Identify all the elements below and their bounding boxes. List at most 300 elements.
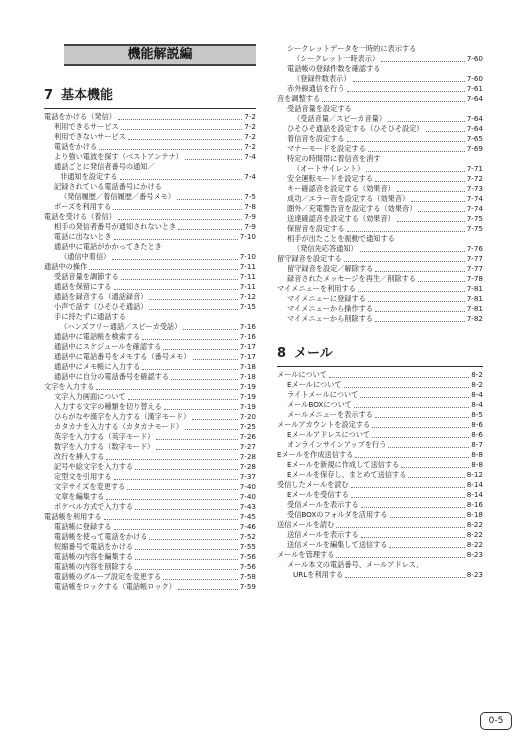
toc-page-ref: 7-8 <box>244 202 256 211</box>
toc-entry-line[interactable]: 記録されている電話番号にかける <box>54 182 162 191</box>
dot-leader <box>178 229 242 230</box>
chapter-title: メール <box>294 346 333 361</box>
toc-entry-title: より強い電波を探す（ベストアンテナ） <box>54 152 183 161</box>
dot-leader <box>388 121 465 122</box>
toc-entry[interactable] <box>44 472 256 482</box>
toc-entry[interactable] <box>277 114 483 124</box>
toc-page-ref: 7-2 <box>244 142 256 151</box>
toc-page-ref: 7-20 <box>239 412 256 421</box>
toc-entry[interactable] <box>277 510 483 520</box>
toc-entry-title: Eメールを作成送信する <box>277 450 354 459</box>
toc-page-ref: 8-8 <box>471 460 483 469</box>
toc-entry-title: マナーモードを設定する <box>287 144 366 153</box>
toc-page-ref: 7-55 <box>239 542 256 551</box>
toc-section-entry[interactable] <box>44 382 256 392</box>
toc-list-chapter7-continued <box>277 44 483 324</box>
toc-entry-line[interactable]: 電話帳の登録件数を確認する <box>287 64 381 73</box>
toc-entry[interactable] <box>44 202 256 212</box>
toc-page-ref: 7-9 <box>244 212 256 221</box>
dot-leader <box>344 261 465 262</box>
toc-entry[interactable] <box>277 84 483 94</box>
toc-entry[interactable] <box>277 294 483 304</box>
toc-entry[interactable] <box>44 252 256 262</box>
toc-entry-title: 電話をかける <box>54 142 98 151</box>
toc-page-ref: 8-22 <box>466 540 483 549</box>
dot-leader <box>114 289 238 290</box>
dot-leader <box>372 427 469 428</box>
toc-entry[interactable] <box>277 214 483 224</box>
toc-page-ref: 8-16 <box>466 500 483 509</box>
chapter-heading-8 <box>277 346 483 367</box>
toc-entry[interactable] <box>44 562 256 572</box>
toc-entry-title: Eメールについて <box>287 380 342 389</box>
toc-entry[interactable] <box>44 332 256 342</box>
toc-section-entry[interactable] <box>277 450 483 460</box>
toc-entry-title: 送信メールを読む <box>277 520 335 529</box>
dot-leader <box>120 179 243 180</box>
dot-leader <box>193 359 238 360</box>
toc-page-ref: 7-64 <box>466 114 483 123</box>
toc-page-ref: 8-7 <box>471 440 483 449</box>
toc-entry-line[interactable]: 受話音量を設定する <box>287 104 352 113</box>
toc-entry-title: 記号や絵文字を入力する <box>54 462 134 471</box>
dot-leader <box>411 201 464 202</box>
toc-entry-line[interactable]: メール本文の電話番号、メールアドレス、 <box>287 560 424 569</box>
toc-entry-title: 利用できないサービス <box>54 132 126 141</box>
toc-entry-title: 着信音を設定する <box>287 134 345 143</box>
toc-entry[interactable] <box>44 322 256 332</box>
dot-leader <box>135 549 238 550</box>
toc-page-ref: 8-6 <box>471 430 483 439</box>
toc-entry-title: ポーズを利用する <box>54 202 112 211</box>
toc-entry-line[interactable]: 通話ごとに発信者番号の通知／ <box>54 162 155 171</box>
toc-page-ref: 7-37 <box>239 472 256 481</box>
dot-leader <box>164 409 238 410</box>
toc-entry-title: 留守録音を設定／解除する <box>287 264 374 273</box>
toc-entry-title: 相手の発信者番号が通知されないとき <box>54 222 177 231</box>
toc-entry[interactable] <box>277 204 483 214</box>
dot-leader <box>347 91 465 92</box>
dot-leader <box>114 479 238 480</box>
toc-entry-title: 電話帳に登録する <box>54 522 112 531</box>
toc-entry[interactable] <box>44 342 256 352</box>
toc-entry-title: 電話帳の内容を削除する <box>54 562 134 571</box>
toc-page-ref: 7-77 <box>466 254 483 263</box>
toc-entry[interactable] <box>44 402 256 412</box>
toc-entry[interactable] <box>44 532 256 542</box>
toc-page-ref: 7-10 <box>239 232 256 241</box>
dot-leader <box>347 231 465 232</box>
toc-page-ref: 7-4 <box>244 152 256 161</box>
toc-entry-title: 送信メールを編集して送信する <box>287 540 388 549</box>
chapter-heading-7 <box>44 88 256 109</box>
toc-entry[interactable] <box>277 440 483 450</box>
toc-entry[interactable] <box>277 314 483 324</box>
toc-page-ref: 8-12 <box>466 470 483 479</box>
dot-leader <box>375 311 465 312</box>
toc-page-ref: 7-18 <box>239 362 256 371</box>
toc-entry[interactable] <box>277 224 483 234</box>
toc-entry[interactable] <box>277 490 483 500</box>
toc-entry-title: 利用できるサービス <box>54 122 119 131</box>
toc-page-ref: 7-59 <box>239 582 256 591</box>
dot-leader <box>183 329 237 330</box>
toc-page-ref: 7-16 <box>239 322 256 331</box>
dot-leader <box>149 309 237 310</box>
toc-page-ref: 7-18 <box>239 372 256 381</box>
dot-leader <box>118 119 242 120</box>
toc-page-ref: 7-28 <box>239 462 256 471</box>
toc-page-ref: 7-27 <box>239 442 256 451</box>
dot-leader <box>121 129 243 130</box>
dot-leader <box>336 557 464 558</box>
section-banner: 機能解説編 <box>64 44 256 66</box>
dot-leader <box>121 279 238 280</box>
toc-entry-title: 文字入力画面について <box>54 392 126 401</box>
toc-page-ref: 8-22 <box>466 520 483 529</box>
toc-page-ref: 7-17 <box>239 342 256 351</box>
dot-leader <box>381 61 465 62</box>
dot-leader <box>114 529 238 530</box>
dot-leader <box>360 251 465 252</box>
toc-entry-line[interactable]: 相手が出たことを振動で通知する <box>287 234 395 243</box>
toc-page-ref: 7-11 <box>239 282 256 291</box>
dot-leader <box>156 439 237 440</box>
toc-entry[interactable] <box>277 54 483 64</box>
toc-section-entry[interactable] <box>277 550 483 560</box>
toc-entry-title: マイメニューを利用する <box>277 284 356 293</box>
toc-page-ref: 7-5 <box>244 192 256 201</box>
dot-leader <box>390 517 465 518</box>
toc-section-entry[interactable] <box>44 512 256 522</box>
toc-section-entry[interactable] <box>44 262 256 272</box>
toc-entry[interactable] <box>44 282 256 292</box>
dot-leader <box>361 507 465 508</box>
toc-entry-title: カタカナを入力する（カタカナモード） <box>54 422 184 431</box>
toc-entry[interactable] <box>44 302 256 312</box>
dot-leader <box>372 437 469 438</box>
toc-page-ref: 7-2 <box>244 122 256 131</box>
dot-leader <box>113 209 242 210</box>
toc-entry[interactable] <box>277 470 483 480</box>
dot-leader <box>106 459 237 460</box>
page-number: 0-5 <box>480 712 512 730</box>
toc-entry[interactable] <box>44 542 256 552</box>
toc-entry[interactable] <box>277 390 483 400</box>
toc-entry-title: 通話を保留にする <box>54 282 112 291</box>
toc-page-ref: 7-15 <box>239 302 256 311</box>
toc-entry-title: 受話音量を調節する <box>54 272 119 281</box>
toc-page-ref: 7-9 <box>244 222 256 231</box>
toc-entry-line[interactable]: 手に持たずに通話する <box>54 312 126 321</box>
toc-entry-title: 電話をかける（発信） <box>44 112 116 121</box>
toc-entry[interactable] <box>44 152 256 162</box>
toc-entry-title: 電話に出ないとき <box>54 232 112 241</box>
dot-leader <box>112 259 237 260</box>
toc-entry[interactable] <box>44 222 256 232</box>
toc-page-ref: 7-74 <box>466 194 483 203</box>
dot-leader <box>351 497 465 498</box>
toc-entry-title: 電話を受ける（着信） <box>44 212 116 221</box>
toc-page-ref: 7-60 <box>466 54 483 63</box>
toc-entry[interactable] <box>277 184 483 194</box>
toc-entry-title: 留守録音を設定する <box>277 254 342 263</box>
toc-entry[interactable] <box>277 530 483 540</box>
toc-entry-title: Eメールを保存し、まとめて送信する <box>287 470 407 479</box>
toc-page-ref: 7-19 <box>239 392 256 401</box>
toc-entry[interactable] <box>44 432 256 442</box>
toc-entry-title: 通話中の操作 <box>44 262 88 271</box>
toc-entry[interactable] <box>44 192 256 202</box>
toc-entry-title: 保留音を設定する <box>287 224 345 233</box>
toc-page-ref: 7-82 <box>466 314 483 323</box>
toc-entry-title: 通話中にメモ帳に入力する <box>54 362 141 371</box>
dot-leader <box>368 151 465 152</box>
toc-entry[interactable] <box>44 552 256 562</box>
toc-entry-title: キー確認音を設定する（効果音） <box>287 184 395 193</box>
toc-entry[interactable] <box>277 174 483 184</box>
toc-entry[interactable] <box>44 132 256 142</box>
toc-entry[interactable] <box>277 410 483 420</box>
dot-leader <box>397 221 465 222</box>
toc-entry[interactable] <box>277 164 483 174</box>
dot-leader <box>149 299 237 300</box>
dot-leader <box>375 181 465 182</box>
toc-page-ref: 8-14 <box>466 490 483 499</box>
dot-leader <box>388 447 469 448</box>
toc-page-ref: 7-72 <box>466 174 483 183</box>
toc-entry-title: 短縮番号で電話をかける <box>54 542 134 551</box>
toc-entry-title: 成功／エラー音を設定する（効果音） <box>287 194 410 203</box>
toc-entry[interactable] <box>44 452 256 462</box>
toc-entry-title: 送達確認音を設定する（効果音） <box>287 214 395 223</box>
toc-section-entry[interactable] <box>277 94 483 104</box>
toc-entry[interactable] <box>277 74 483 84</box>
dot-leader <box>344 387 470 388</box>
dot-leader <box>366 171 464 172</box>
toc-page-ref: 7-78 <box>466 274 483 283</box>
dot-leader <box>355 457 469 458</box>
toc-entry-title: 通話中にスケジュールを確認する <box>54 342 162 351</box>
dot-leader <box>163 579 237 580</box>
toc-section-entry[interactable] <box>277 520 483 530</box>
toc-entry-title: 電話帳をロックする（電話帳ロック） <box>54 582 176 591</box>
dot-leader <box>156 449 237 450</box>
toc-entry[interactable] <box>277 244 483 254</box>
toc-entry-title: マイメニューから削除する <box>287 314 374 323</box>
toc-entry-title: ポケベル方式で入力する <box>54 502 134 511</box>
toc-page-ref: 7-69 <box>466 144 483 153</box>
chapter-number: 8 <box>277 346 287 361</box>
dot-leader <box>114 239 238 240</box>
chapter-number: 7 <box>44 88 54 103</box>
toc-entry[interactable] <box>44 172 256 182</box>
dot-leader <box>345 577 464 578</box>
toc-page-ref: 7-74 <box>466 204 483 213</box>
toc-entry[interactable] <box>44 142 256 152</box>
dot-leader <box>135 469 238 470</box>
toc-section-entry[interactable] <box>277 254 483 264</box>
toc-entry[interactable] <box>277 144 483 154</box>
toc-entry-title: 文字を入力する <box>44 382 95 391</box>
toc-page-ref: 7-56 <box>239 562 256 571</box>
toc-entry[interactable] <box>44 122 256 132</box>
toc-entry[interactable] <box>44 502 256 512</box>
toc-page-ref: 7-17 <box>239 352 256 361</box>
dot-leader <box>177 199 242 200</box>
dot-leader <box>185 159 242 160</box>
toc-entry[interactable] <box>277 500 483 510</box>
toc-page-ref: 7-46 <box>239 522 256 531</box>
toc-entry[interactable] <box>44 462 256 472</box>
toc-entry-title: Eメールを新規に作成して送信する <box>287 460 400 469</box>
toc-entry-title: 送信メールを表示する <box>287 530 359 539</box>
toc-entry-title: メールを管理する <box>277 550 335 559</box>
toc-page-ref: 7-19 <box>239 402 256 411</box>
toc-section-entry[interactable] <box>277 480 483 490</box>
dot-leader <box>360 397 469 398</box>
dot-leader <box>89 269 238 270</box>
dot-leader <box>192 419 237 420</box>
toc-page-ref: 7-19 <box>239 382 256 391</box>
toc-right-column <box>277 44 483 580</box>
toc-section-entry[interactable] <box>277 284 483 294</box>
toc-entry[interactable] <box>44 412 256 422</box>
toc-entry-title: 録音されたメッセージを再生／削除する <box>287 274 416 283</box>
toc-page-ref: 7-77 <box>466 264 483 273</box>
toc-entry-title: 定型文を引用する <box>54 472 112 481</box>
dot-leader <box>375 417 469 418</box>
toc-entry-title: 英字を入力する（英字モード） <box>54 432 155 441</box>
toc-page-ref: 7-40 <box>239 492 256 501</box>
toc-entry-title: （登録件数表示） <box>293 74 351 83</box>
dot-leader <box>104 519 238 520</box>
toc-entry[interactable] <box>44 422 256 432</box>
toc-entry-title: （シークレット一時表示） <box>293 54 380 63</box>
dot-leader <box>354 407 469 408</box>
toc-entry-title: （発信履歴／着信履歴／番号メモ） <box>60 192 176 201</box>
toc-page-ref: 8-5 <box>471 410 483 419</box>
toc-entry[interactable] <box>277 134 483 144</box>
toc-section-entry[interactable] <box>277 370 483 380</box>
toc-page-ref: 8-22 <box>466 530 483 539</box>
toc-page-ref: 7-43 <box>239 502 256 511</box>
toc-page-ref: 7-58 <box>239 572 256 581</box>
dot-leader <box>185 429 238 430</box>
toc-entry[interactable] <box>44 232 256 242</box>
toc-entry-title: 通話中に電話番号をメモする（番号メモ） <box>54 352 191 361</box>
toc-entry[interactable] <box>277 460 483 470</box>
toc-entry-title: メールについて <box>277 370 328 379</box>
dot-leader <box>178 589 238 590</box>
toc-entry[interactable] <box>44 272 256 282</box>
toc-entry[interactable] <box>277 264 483 274</box>
toc-entry[interactable] <box>277 540 483 550</box>
toc-entry-line[interactable]: 特定の時間帯に着信音を消す <box>287 154 381 163</box>
toc-entry[interactable] <box>44 522 256 532</box>
toc-page-ref: 7-52 <box>239 532 256 541</box>
toc-entry[interactable] <box>277 124 483 134</box>
toc-entry-line[interactable]: 通話中に電話がかかってきたとき <box>54 242 162 251</box>
toc-page-ref: 7-75 <box>466 224 483 233</box>
toc-entry-title: （ハンズフリー通話／スピーカ受話） <box>60 322 182 331</box>
toc-page-ref: 7-81 <box>466 284 483 293</box>
toc-page-ref: 7-12 <box>239 292 256 301</box>
dot-leader <box>127 489 237 490</box>
toc-page-ref: 7-2 <box>244 112 256 121</box>
toc-entry[interactable] <box>44 582 256 592</box>
toc-page-ref: 7-11 <box>239 262 256 271</box>
dot-leader <box>336 527 464 528</box>
dot-leader <box>128 399 238 400</box>
toc-entry[interactable] <box>277 274 483 284</box>
toc-page-ref: 8-14 <box>466 480 483 489</box>
dot-leader <box>347 141 465 142</box>
toc-entry-title: 安全運転モードを設定する <box>287 174 373 183</box>
toc-entry-title: 通話中に自分の電話番号を確認する <box>54 372 170 381</box>
toc-entry[interactable] <box>277 430 483 440</box>
toc-entry[interactable] <box>44 482 256 492</box>
dot-leader <box>418 281 465 282</box>
toc-page-ref: 7-45 <box>239 512 256 521</box>
toc-page-ref: 7-25 <box>239 422 256 431</box>
toc-entry[interactable] <box>44 392 256 402</box>
toc-entry-title: メールBOXについて <box>287 400 352 409</box>
toc-section-entry[interactable] <box>277 420 483 430</box>
toc-entry-title: 電話帳を利用する <box>44 512 102 521</box>
toc-entry[interactable] <box>44 372 256 382</box>
toc-page-ref: 7-16 <box>239 332 256 341</box>
toc-page-ref: 7-56 <box>239 552 256 561</box>
dot-leader <box>368 301 465 302</box>
toc-entry[interactable] <box>44 442 256 452</box>
toc-entry-title: 通話を録音する（通話録音） <box>54 292 148 301</box>
dot-leader <box>135 509 238 510</box>
toc-page-ref: 7-61 <box>466 84 483 93</box>
toc-page-ref: 7-81 <box>466 304 483 313</box>
dot-leader <box>163 349 237 350</box>
toc-entry[interactable] <box>277 570 483 580</box>
toc-entry-line[interactable]: シークレットデータを一時的に表示する <box>287 44 417 53</box>
toc-section-entry[interactable] <box>44 112 256 122</box>
dot-leader <box>142 339 237 340</box>
dot-leader <box>329 377 469 378</box>
toc-section-entry[interactable] <box>44 212 256 222</box>
toc-page-ref: 7-60 <box>466 74 483 83</box>
toc-entry-title: 音を調整する <box>277 94 321 103</box>
toc-entry[interactable] <box>44 352 256 362</box>
toc-page-ref: 7-64 <box>466 94 483 103</box>
toc-page-ref: 7-71 <box>466 164 483 173</box>
toc-entry[interactable] <box>277 304 483 314</box>
toc-entry[interactable] <box>277 380 483 390</box>
toc-entry-title: Eメールを受信する <box>287 490 349 499</box>
toc-entry[interactable] <box>277 400 483 410</box>
toc-page-ref: 7-11 <box>239 272 256 281</box>
toc-list-chapter8 <box>277 370 483 580</box>
toc-entry[interactable] <box>44 292 256 302</box>
toc-entry-title: （オートサイレント） <box>293 164 365 173</box>
toc-entry-title: 文章を編集する <box>54 492 105 501</box>
toc-entry-title: マイメニューに登録する <box>287 294 366 303</box>
toc-entry[interactable] <box>44 492 256 502</box>
toc-page-ref: 7-73 <box>466 184 483 193</box>
toc-entry[interactable] <box>277 194 483 204</box>
dot-leader <box>408 477 464 478</box>
toc-entry[interactable] <box>44 572 256 582</box>
toc-entry[interactable] <box>44 362 256 372</box>
toc-page-ref: 7-2 <box>244 132 256 141</box>
